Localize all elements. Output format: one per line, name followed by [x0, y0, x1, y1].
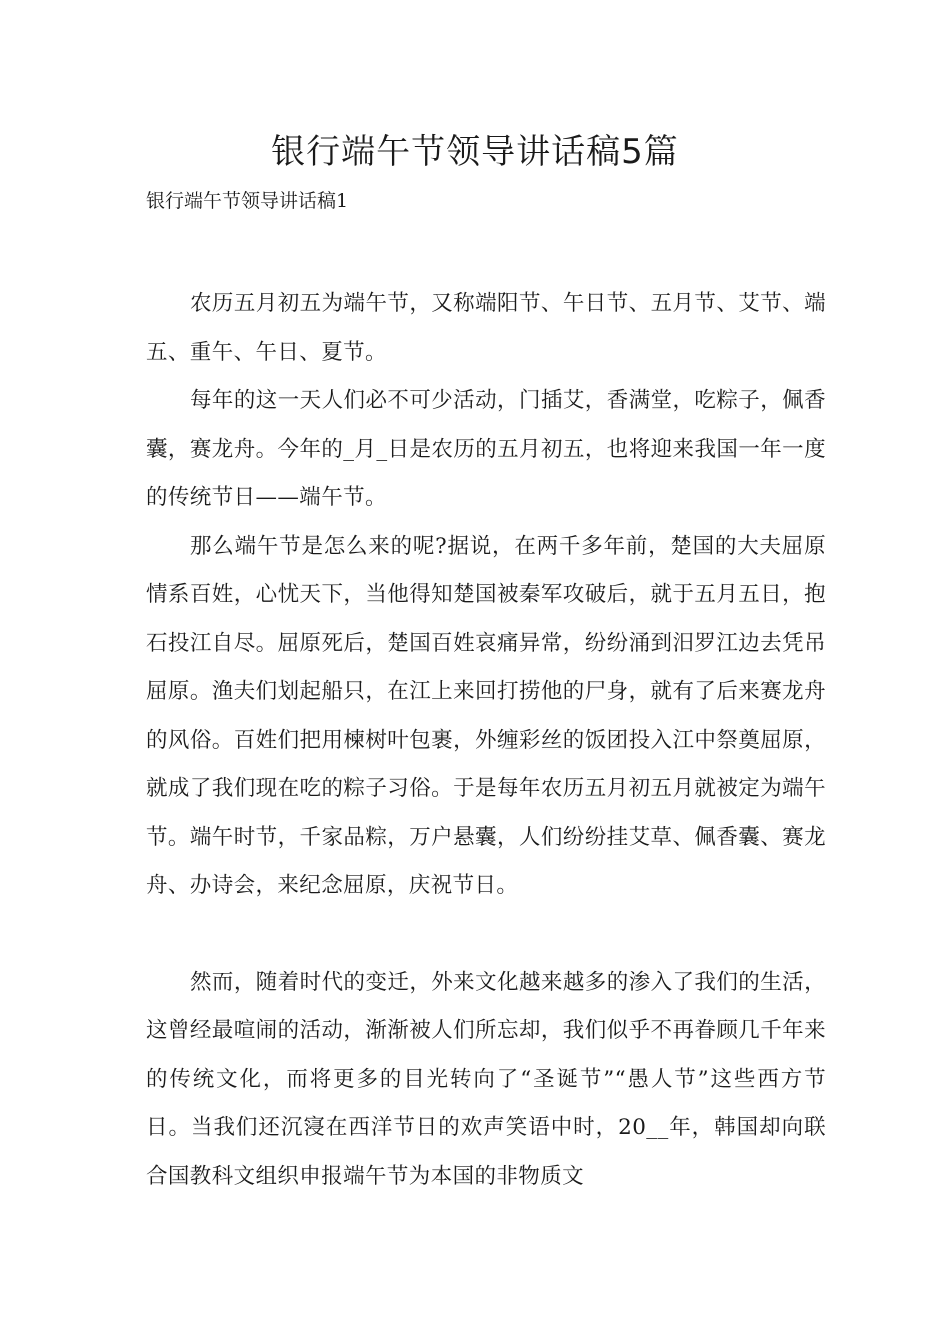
- paragraph-2: 每年的这一天人们必不可少活动，门插艾，香满堂，吃粽子，佩香囊，赛龙舟。今年的_月_日是农历的五月初五，也将迎来我国一年一度的传统节日——端午节。: [146, 388, 826, 510]
- paragraph-3: 那么端午节是怎么来的呢?据说，在两千多年前，楚国的大夫屈原情系百姓，心忧天下，当他得知楚国被秦军攻破后，就于五月五日，抱石投江自尽。屈原死后，楚国百姓哀痛异常，纷纷涌到汨罗江边去凭吊屈原。渔夫们划起船只，在江上来回打捞他的尸身，就有了后来赛龙舟的风俗。百姓们把用楝树叶包裹，外缠彩丝的饭团投入江中祭奠屈原，就成了我们现在吃的粽子习俗。于是每年农历五月初五月就被定为端午节。端午时节，千家品粽，万户悬囊，人们纷纷挂艾草、佩香囊、赛龙舟、办诗会，来纪念屈原，庆祝节日。: [146, 533, 826, 898]
- paragraph-1: 农历五月初五为端午节，又称端阳节、午日节、五月节、艾节、端五、重午、午日、夏节。: [146, 291, 826, 365]
- document-subtitle: 银行端午节领导讲话稿1: [146, 190, 349, 212]
- paragraph-spacer: [146, 911, 826, 959]
- document-body: [146, 280, 826, 1201]
- paragraph-4: 然而，随着时代的变迁，外来文化越来越多的渗入了我们的生活，这曾经最喧闹的活动，渐渐被人们所忘却，我们似乎不再眷顾几千年来的传统文化，而将更多的目光转向了“圣诞节”“愚人节”这些西方节日。当我们还沉寖在西洋节日的欢声笑语中时，20__年，韩国却向联合国教科文组织申报端午节为本国的非物质文: [146, 969, 826, 1189]
- document-title: 银行端午节领导讲话稿5篇: [271, 132, 679, 172]
